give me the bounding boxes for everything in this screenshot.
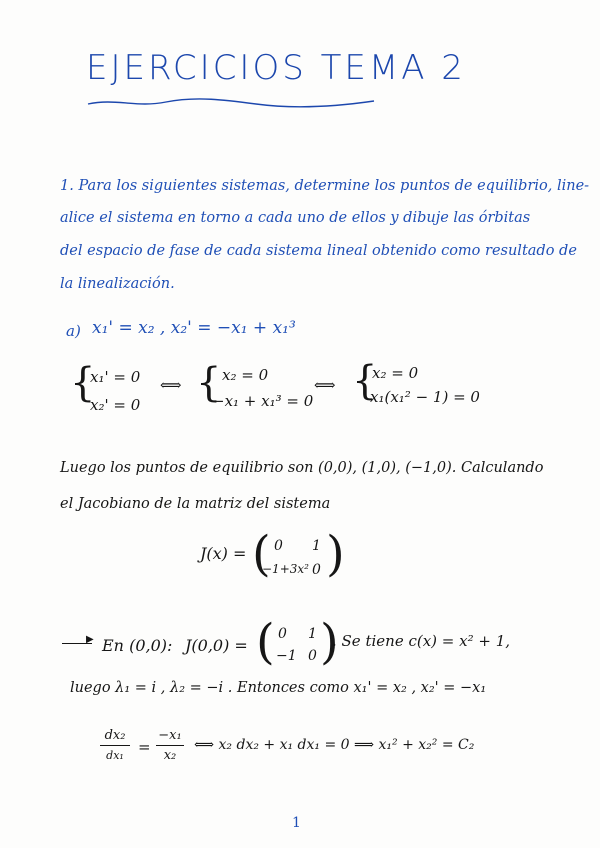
problem-line-2: alice el sistema en torno a cada uno de ellos y dibuje las órbitas xyxy=(60,210,531,226)
problem-line-4: la linealización. xyxy=(60,276,175,292)
eq-mid-1: x₂ = 0 xyxy=(222,366,269,384)
matrix-right-paren: ) xyxy=(326,526,345,582)
jacobian-a12: 1 xyxy=(312,538,321,554)
problem-line-1: 1. Para los siguientes sistemas, determine los puntos de equilibrio, line- xyxy=(60,178,590,194)
eq-right-2: x₁(x₁² − 1) = 0 xyxy=(370,388,480,406)
origin-text-end: . Se tiene c(x) = x² + 1, xyxy=(332,632,511,650)
origin-jacobian-lhs: J(0,0) = xyxy=(185,636,248,655)
left-brace-1: { xyxy=(70,360,96,406)
origin-a12: 1 xyxy=(308,626,317,642)
jacobian-lhs: J(x) = xyxy=(200,544,247,563)
left-brace-2: { xyxy=(196,360,222,406)
jacobian-a22: 0 xyxy=(312,562,321,578)
ode-fraction-1 xyxy=(100,728,130,763)
page-title: EJERCICIOS TEMA 2 xyxy=(86,48,466,88)
jacobian-a21: −1+3x² xyxy=(262,562,309,576)
left-brace-3: { xyxy=(352,358,378,404)
ode-bar-1 xyxy=(100,745,130,746)
origin-matrix-right-paren: ) xyxy=(320,614,339,670)
problem-line-3: del espacio de fase de cada sistema lineal obtenido como resultado de xyxy=(60,243,577,259)
ode-equals: = xyxy=(138,738,151,756)
origin-a11: 0 xyxy=(278,626,287,642)
ode-bar-2 xyxy=(156,745,184,746)
part-a-system: x₁' = x₂ , x₂' = −x₁ + x₁³ xyxy=(92,318,296,338)
eigen-line: luego λ₁ = i , λ₂ = −i . Entonces como x₁' = x₂ , x₂' = −x₁ xyxy=(70,680,487,696)
ode-fraction-2 xyxy=(156,728,184,763)
ode-num-1: dx₂ xyxy=(104,728,126,743)
matrix-left-paren: ( xyxy=(252,526,271,582)
jacobian-a11: 0 xyxy=(274,538,283,554)
part-a-label: a) xyxy=(66,322,81,340)
eq-left-2: x₂' = 0 xyxy=(90,396,141,414)
bullet-arrow-head: ▶ xyxy=(86,634,94,645)
title-underline xyxy=(86,96,376,110)
ode-rest: ⟺ x₂ dx₂ + x₁ dx₁ = 0 ⟹ x₁² + x₂² = C₂ xyxy=(194,737,475,753)
ode-den-1: dx₁ xyxy=(106,749,124,762)
equilibria-line-2: el Jacobiano de la matriz del sistema xyxy=(60,496,331,512)
ode-num-2: −x₁ xyxy=(158,728,182,743)
origin-a22: 0 xyxy=(308,648,317,664)
origin-text: En (0,0): xyxy=(102,636,173,655)
ode-den-2: x₂ xyxy=(163,748,177,763)
origin-matrix xyxy=(256,614,339,676)
jacobian-matrix xyxy=(252,526,345,588)
origin-a21: −1 xyxy=(276,648,297,664)
eq-mid-2: −x₁ + x₁³ = 0 xyxy=(212,392,314,410)
page-number: 1 xyxy=(292,815,301,831)
equiv-arrow-1: ⟺ xyxy=(160,376,182,394)
eq-right-1: x₂ = 0 xyxy=(372,364,419,382)
equiv-arrow-2: ⟺ xyxy=(314,376,336,394)
origin-matrix-left-paren: ( xyxy=(256,614,275,670)
equilibria-line-1: Luego los puntos de equilibrio son (0,0), (1,0), (−1,0). Calculando xyxy=(60,460,544,476)
eq-left-1: x₁' = 0 xyxy=(90,368,141,386)
